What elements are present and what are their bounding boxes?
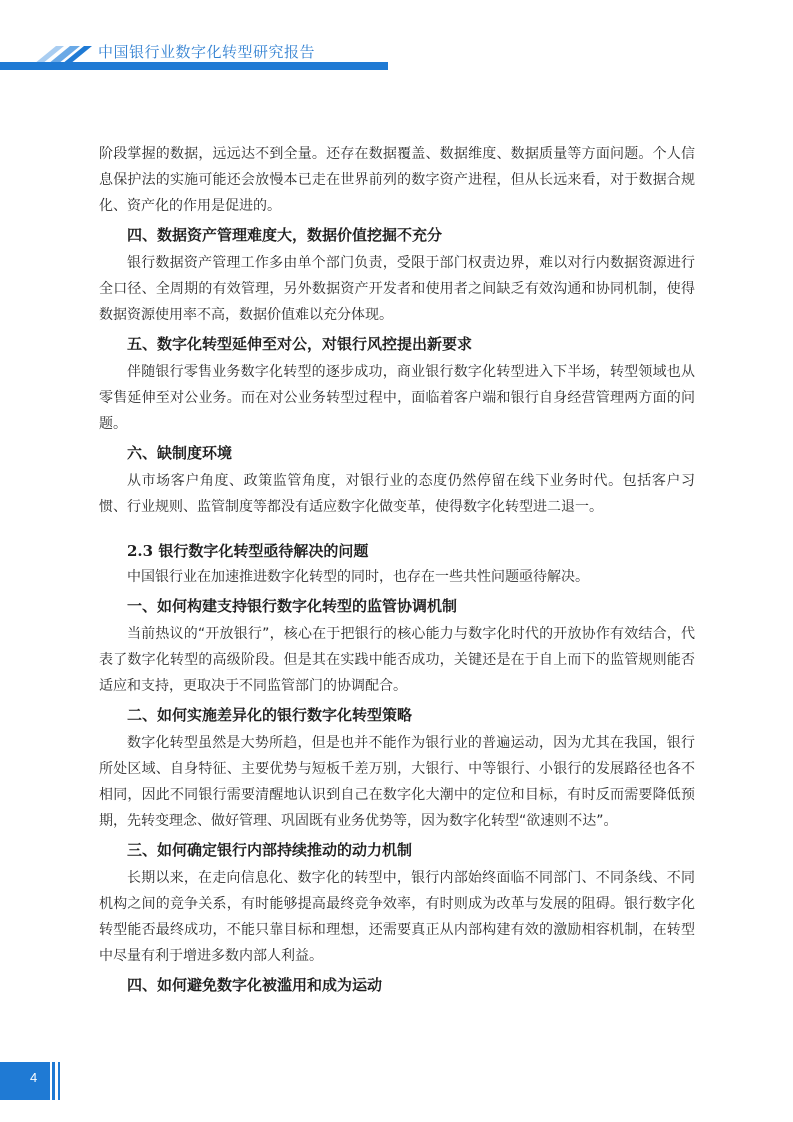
page-number: 4: [30, 1070, 38, 1085]
paragraph-intro: 阶段掌握的数据，远远达不到全量。还存在数据覆盖、数据维度、数据质量等方面问题。个人信息保护法的实施可能还会放慢本已走在世界前列的数字资产进程，但从长远来看，对于数据合规化、资产化的作用是促进的。: [99, 146, 695, 214]
header-bar: [0, 62, 388, 70]
heading-data-asset-management: 四、数据资产管理难度大，数据价值挖掘不充分: [127, 226, 443, 244]
heading-differentiated-strategy: 二、如何实施差异化的银行数字化转型策略: [127, 706, 413, 724]
page-number-box: [0, 1062, 50, 1100]
paragraph-data-asset-management: 银行数据资产管理工作多由单个部门负责，受限于部门权责边界，难以对行内数据资源进行全口径、全周期的有效管理，另外数据资产开发者和使用者之间缺乏有效沟通和协同机制，使得数据资源使用率不高，数据价值难以充分体现。: [99, 255, 695, 323]
heading-avoid-misuse: 四、如何避免数字化被滥用和成为运动: [127, 976, 383, 994]
document-body: [99, 141, 695, 1000]
section-title: 2.3 银行数字化转型亟待解决的问题: [127, 542, 369, 560]
heading-institutional-environment: 六、缺制度环境: [127, 444, 233, 462]
paragraph-internal-motivation: 长期以来，在走向信息化、数字化的转型中，银行内部始终面临不同部门、不同条线、不同机构之间的竞争关系，有时能够提高最终竞争效率，有时则成为改革与发展的阻碍。银行数字化转型能否最终成功，不能只靠目标和理想，还需要真正从内部构建有效的激励相容机制，在转型中尽量有利于增进多数内部人利益。: [99, 870, 695, 964]
paragraph-regulatory-coordination: 当前热议的“开放银行”，核心在于把银行的核心能力与数字化时代的开放协作有效结合，代表了数字化转型的高级阶段。但是其在实践中能否成功，关键还是在于自上而下的监管规则能否适应和支持，更取决于不同监管部门的协调配合。: [99, 626, 695, 694]
heading-internal-motivation: 三、如何确定银行内部持续推动的动力机制: [127, 841, 413, 859]
heading-corporate-transformation: 五、数字化转型延伸至对公，对银行风控提出新要求: [127, 335, 473, 353]
page-number-decoration: [52, 1062, 64, 1100]
paragraph-institutional-environment: 从市场客户角度、政策监管角度，对银行业的态度仍然停留在线下业务时代。包括客户习惯、行业规则、监管制度等都没有适应数字化做变革，使得数字化转型进二退一。: [99, 473, 695, 515]
paragraph-section-intro: 中国银行业在加速推进数字化转型的同时，也存在一些共性问题亟待解决。: [127, 569, 589, 585]
paragraph-corporate-transformation: 伴随银行零售业务数字化转型的逐步成功，商业银行数字化转型进入下半场，转型领域也从零售延伸至对公业务。而在对公业务转型过程中，面临着客户端和银行自身经营管理两方面的问题。: [99, 364, 695, 432]
header-title: 中国银行业数字化转型研究报告: [98, 43, 316, 61]
heading-regulatory-coordination: 一、如何构建支持银行数字化转型的监管协调机制: [127, 597, 458, 615]
paragraph-differentiated-strategy: 数字化转型虽然是大势所趋，但是也并不能作为银行业的普遍运动，因为尤其在我国，银行所处区域、自身特征、主要优势与短板千差万别，大银行、中等银行、小银行的发展路径也各不相同，因此不同银行需要清醒地认识到自己在数字化大潮中的定位和目标，有时反而需要降低预期，先转变理念、做好管理、巩固既有业务优势等，因为数字化转型“欲速则不达”。: [99, 735, 695, 829]
